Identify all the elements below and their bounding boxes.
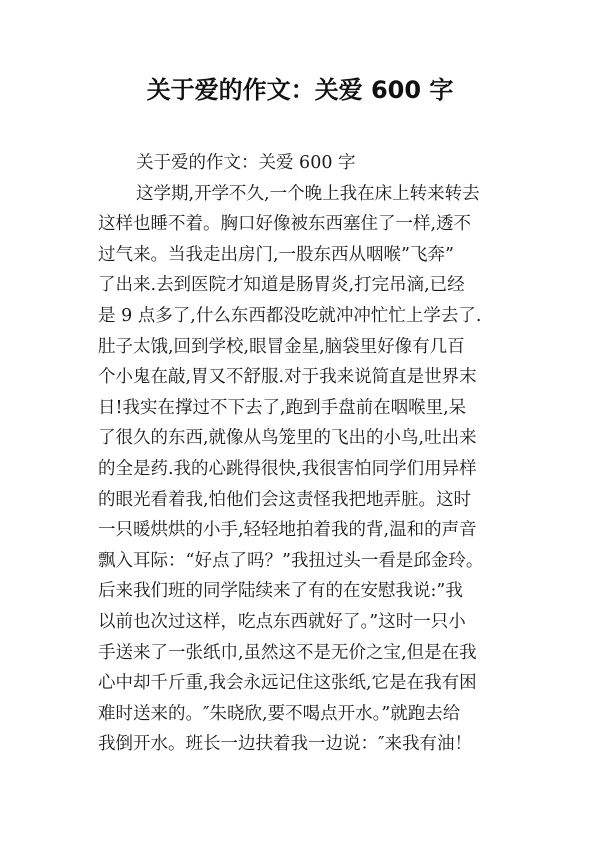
paragraph-line: 的眼光看着我,怕他们会这责怪我把地弄脏。这时 (98, 489, 472, 510)
paragraph-line: 后来我们班的同学陆续来了有的在安慰我说:”我 (98, 581, 463, 602)
document-title: 关于爱的作文：关爱 600 字 (146, 76, 454, 104)
paragraph-line: 这样也睡不着。胸口好像被东西塞住了一样,透不 (98, 214, 472, 235)
paragraph-line: 这学期,开学不久,一个晚上我在床上转来转去 (136, 183, 480, 204)
paragraph-line: 的全是药.我的心跳得很快,我很害怕同学们用异样 (98, 458, 477, 479)
paragraph-line: 肚子太饿,回到学校,眼冒金星,脑袋里好像有几百 (98, 336, 465, 357)
paragraph-line: 了很久的东西,就像从鸟笼里的飞出的小鸟,吐出来 (98, 428, 477, 449)
paragraph-line: 个小鬼在敲,胃又不舒服.对于我来说简直是世界末 (98, 367, 477, 388)
paragraph-line: 过气来。当我走出房门,一股东西从咽喉”飞奔” (98, 244, 454, 265)
paragraph-line: 难时送来的。″朱晓欣,要不喝点开水。”就跑去给 (98, 703, 461, 724)
paragraph-line: 手送来了一张纸巾,虽然这不是无价之宝,但是在我 (98, 642, 477, 663)
paragraph-line: 心中却千斤重,我会永远记住这张纸,它是在我有困 (98, 673, 477, 694)
subtitle-line: 关于爱的作文：关爱 600 字 (136, 153, 356, 173)
paragraph-line: 我倒开水。班长一边扶着我一边说：″来我有油！ (98, 734, 473, 755)
paragraph-line: 以前也次过这样，吃点东西就好了。”这时一只小 (98, 611, 466, 632)
paragraph-line: 日!我实在撑过不下去了,跑到手盘前在咽喉里,呆 (98, 397, 467, 418)
paragraph-line: 一只暖烘烘的小手,轻轻地拍着我的背,温和的声音 (98, 520, 477, 541)
document-body (98, 148, 538, 760)
paragraph-line: 了出来.去到医院才知道是肠胃炎,打完吊滴,已经 (98, 275, 465, 296)
paragraph-line: 飘入耳际：“好点了吗？”我扭过头一看是邱金玲。 (98, 550, 484, 571)
paragraph-line: 是 9 点多了,什么东西都没吃就冲冲忙忙上学去了. (98, 305, 482, 326)
